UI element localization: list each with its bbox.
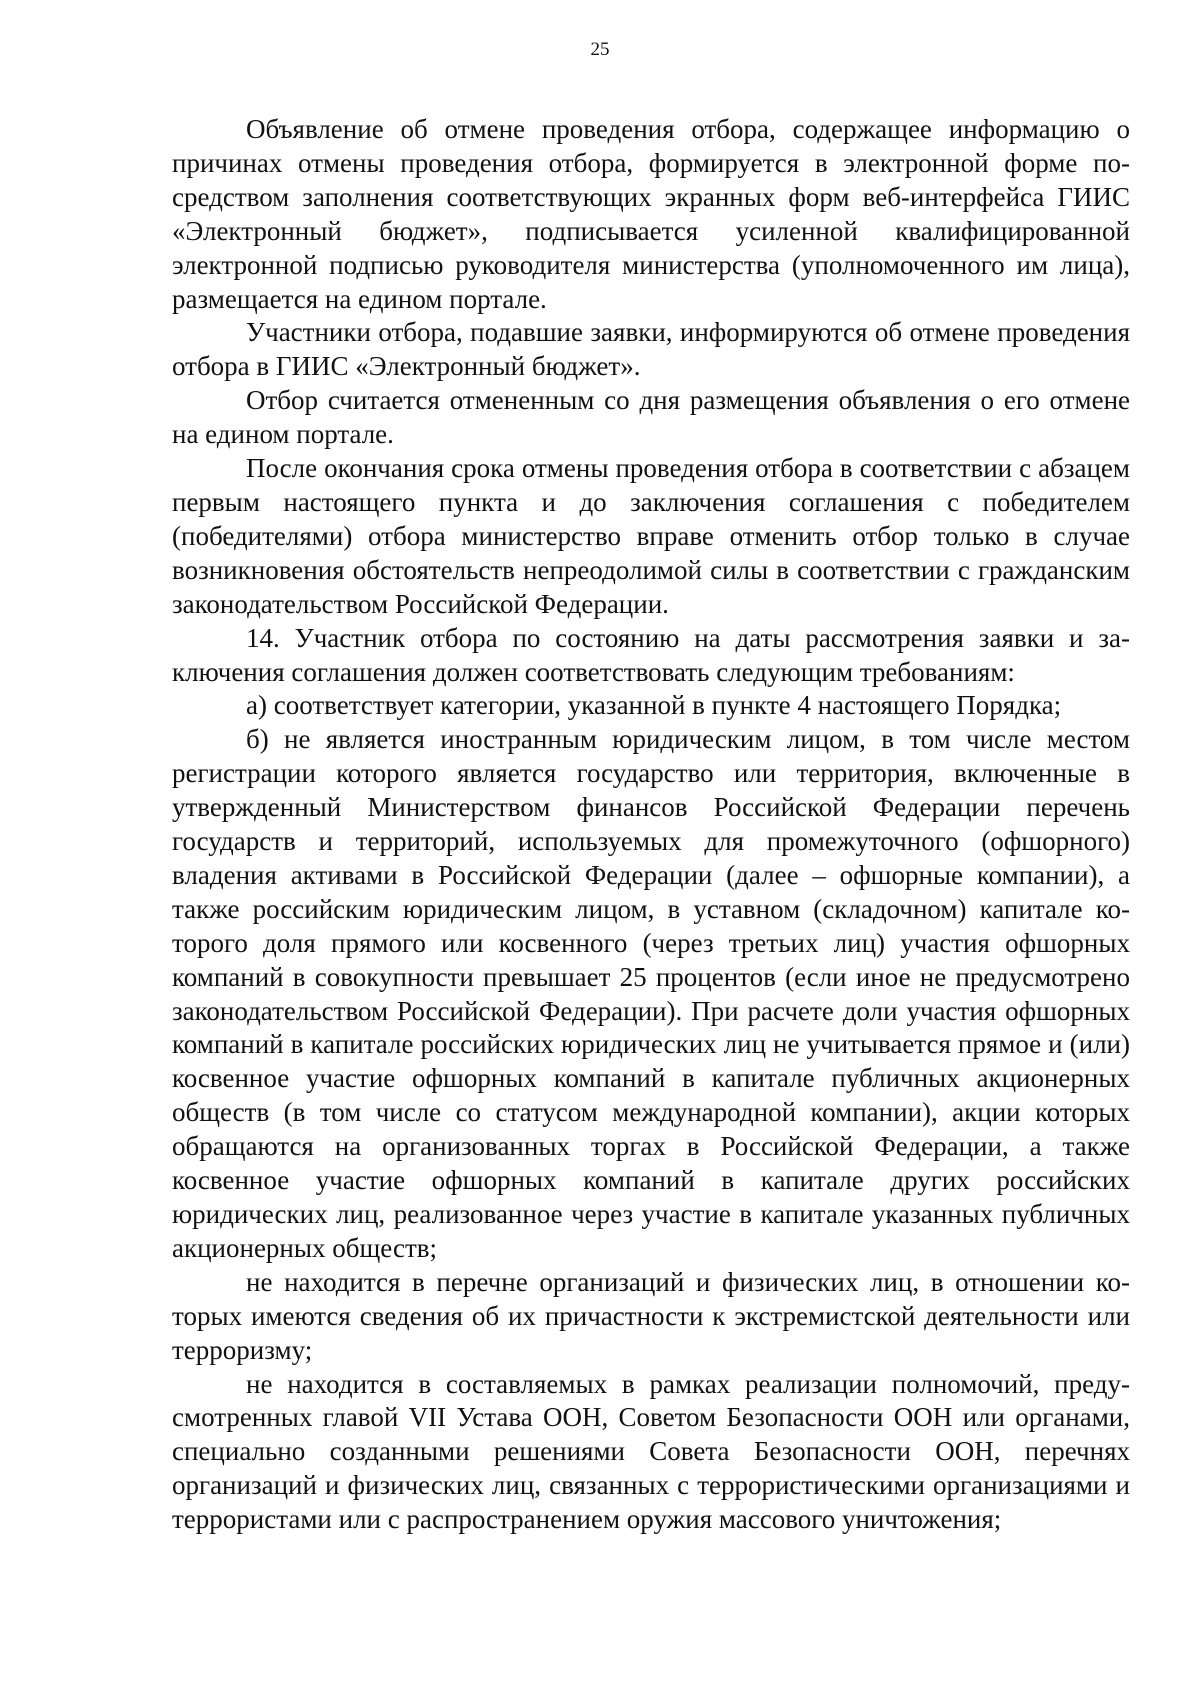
paragraph-subitem-b: б) не является иностранным юридическим лицом, в том числе местом регистрации которого является государство или территория, включенные в утвержденный Министерством финансов Российской Федерации перечень государств и территорий, используемых для промежуточного (офшорного) владения активами в Российской Федерации (далее – офшорные компании), а также российским юридическим лицом, в уставном (складочном) капитале которого доля прямого или косвенного (через третьих лиц) участия офшорных компаний в совокупности превышает 25 процентов (если иное не предусмотрено законодательством Российской Федерации). При расчете доли участия офшорных компаний в капитале российских юридических лиц не учитывается прямое и (или) косвенное участие офшорных компаний в капитале публичных акционерных обществ (в том числе со статусом международной компании), акции которых обращаются на организованных торгах в Российской Федерации, а также косвенное участие офшорных компаний в капитале других российских юридических лиц, реализованное через участие в капитале указанных публичных акционерных обществ;	[172, 724, 1130, 1263]
paragraph-selection-cancelled: Отбор считается отмененным со дня размещения объявления о его отмене на едином портале.	[172, 385, 1130, 450]
paragraph-force-majeure: После окончания срока отмены проведения отбора в соответствии с абзацем первым настоящего пункта и до заключения соглашения с победителем (победителями) отбора министерство вправе отменить отбор только в случае возникновения обстоятельств непреодолимой силы в соответствии с гражданским законодательством Российской Федерации.	[172, 453, 1130, 619]
paragraph-un-sanctions-list: не находится в составляемых в рамках реализации полномочий, предусмотренных главой VII Устава ООН, Советом Безопасности ООН или органами, специально созданными решениями Совета Безопасности ООН, перечнях организаций и физических лиц, связанных с террористическими организациями и террористами или с распространением оружия массового уничтожения;	[172, 1368, 1130, 1535]
paragraph-cancellation-notice: Объявление об отмене проведения отбора, содержащее информацию о причинах отмены проведения отбора, формируется в электронной форме посредством заполнения соответствующих экранных форм веб-интерфейса ГИИС «Электронный бюджет», подписывается усиленной квалифицированной электронной подписью руководителя министерства (уполномоченного им лица), размещается на едином портале.	[172, 114, 1130, 314]
paragraph-item-14: 14. Участник отбора по состоянию на даты рассмотрения заявки и заключения соглашения должен соответствовать следующим требованиям:	[172, 622, 1130, 687]
document-body	[172, 113, 1130, 1537]
paragraph-subitem-a: а) соответствует категории, указанной в пункте 4 настоящего Порядка;	[246, 690, 1062, 721]
page-number: 25	[590, 39, 610, 60]
paragraph-participants-informed: Участники отбора, подавшие заявки, информируются об отмене проведения отбора в ГИИС «Электронный бюджет».	[172, 317, 1130, 382]
paragraph-extremism-list: не находится в перечне организаций и физических лиц, в отношении которых имеются сведения об их причастности к экстремистской деятельности или терроризму;	[172, 1266, 1130, 1365]
